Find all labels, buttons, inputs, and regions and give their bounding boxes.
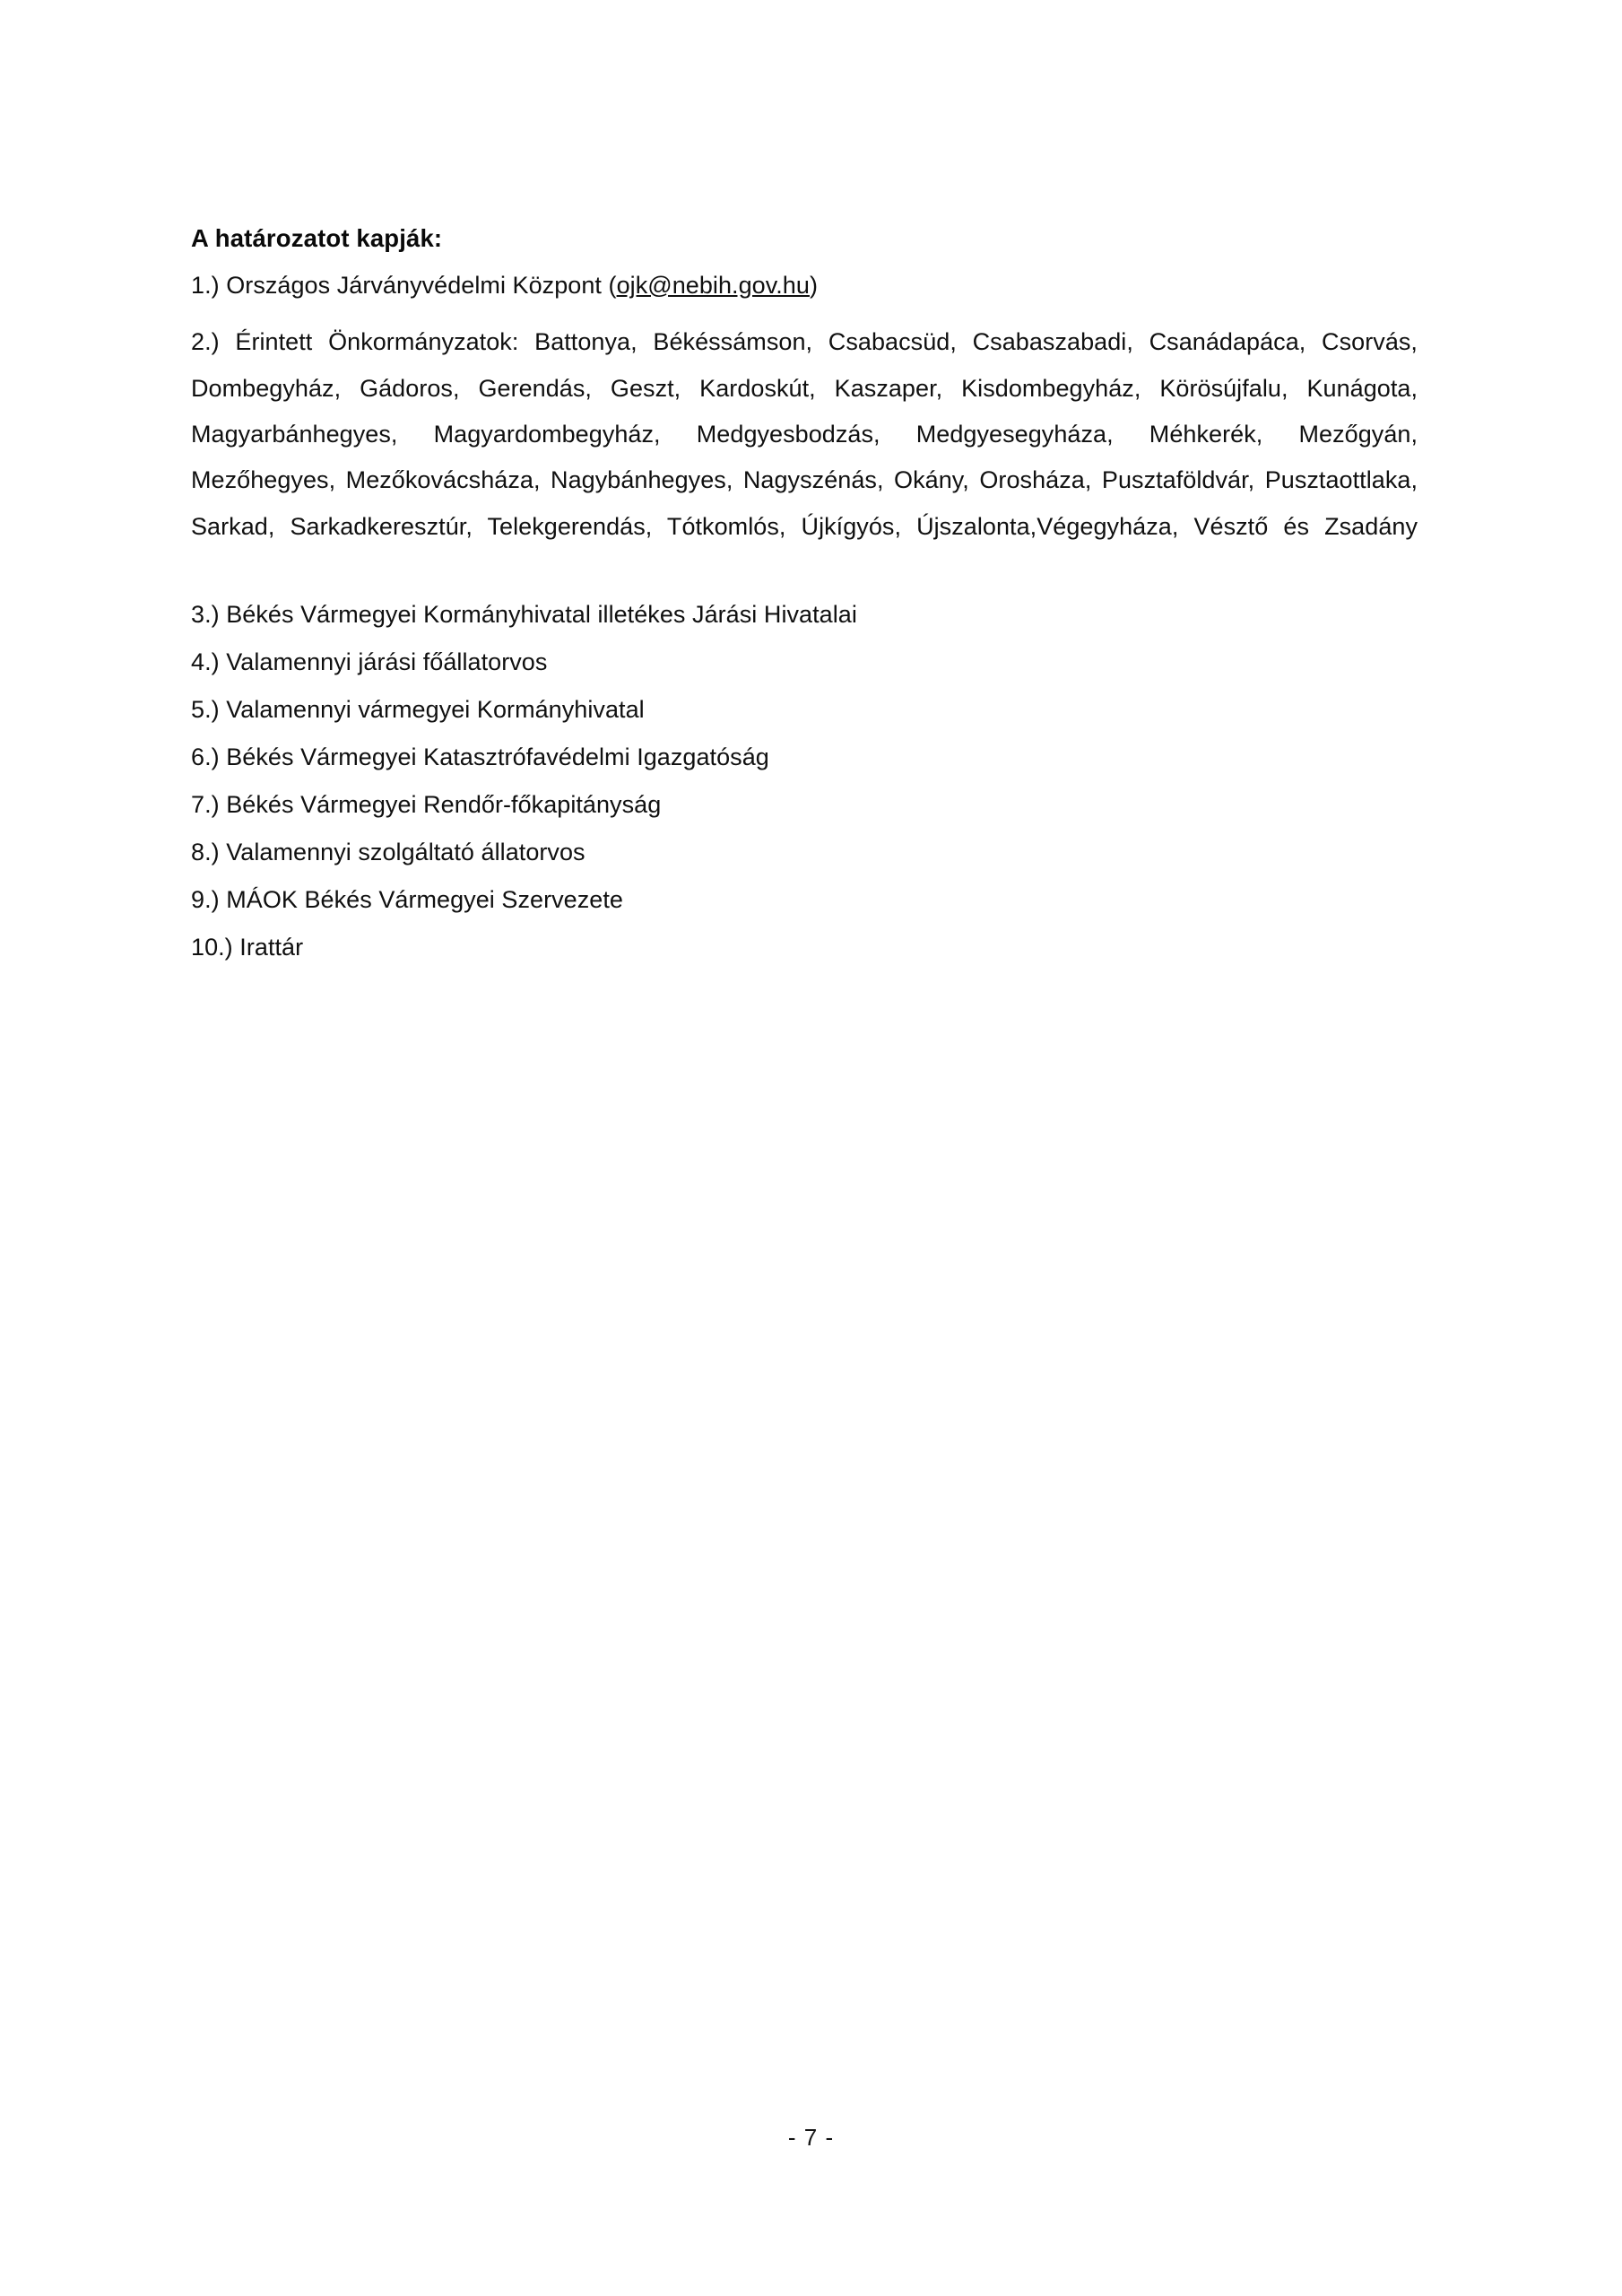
list-item-label: Érintett Önkormányzatok: Battonya, Békéssámson, Csabacsüd, Csabaszabadi, Csanádapáca, Csorvás, Dombegyház, Gádoros, Gerendás, Geszt, Kardoskút, Kaszaper, Kisdombegyház, Körösújfalu, Kunágota, Magyarbánhegyes, Magyardombegyház, Medgyesbodzás, Medgyesegyháza, Méhkerék, Mezőgyán, Mezőhegyes, Mezőkovácsháza, Nagybánhegyes, Nagyszénás, Okány, Orosháza, Pusztaföldvár, Pusztaottlaka, Sarkad, Sarkadkeresztúr, Telekgerendás, Tótkomlós, Újkígyós, Újszalonta,Végegyháza, Vésztő és Zsadány: [191, 328, 1418, 540]
list-item-number: 5.): [191, 696, 220, 724]
list-item: [191, 839, 1418, 866]
list-item-label: Békés Vármegyei Rendőr-főkapitányság: [226, 791, 662, 819]
list-item: [191, 319, 1418, 596]
list-item-label: Valamennyi vármegyei Kormányhivatal: [226, 696, 645, 724]
list-item: [191, 273, 1418, 300]
list-item-number: 9.): [191, 886, 220, 914]
list-item-label: Valamennyi szolgáltató állatorvos: [226, 839, 585, 866]
list-item-number: 6.): [191, 744, 220, 771]
list-item-text-after-link: ): [809, 271, 818, 299]
list-item: [191, 935, 1418, 961]
list-item: [191, 697, 1418, 724]
list-item: [191, 744, 1418, 771]
list-item-number: 1.): [191, 271, 220, 299]
list-item-number: 8.): [191, 839, 220, 866]
list-item-text-before-link: Országos Járványvédelmi Központ (: [226, 271, 617, 299]
page-title: A határozatot kapják:: [191, 224, 443, 252]
list-item: [191, 887, 1418, 914]
list-item-number: 4.): [191, 648, 220, 676]
page-content: [191, 226, 1418, 982]
email-link[interactable]: ojk@nebih.gov.hu: [616, 271, 810, 299]
list-item-number: 10.): [191, 934, 233, 961]
list-item: [191, 792, 1418, 819]
list-item-label: Békés Vármegyei Katasztrófavédelmi Igazgatóság: [226, 744, 769, 771]
list-item-label: Békés Vármegyei Kormányhivatal illetékes Járási Hivatalai: [226, 601, 857, 629]
list-item-label: MÁOK Békés Vármegyei Szervezete: [226, 886, 623, 914]
page-number-footer: - 7 -: [787, 2124, 835, 2151]
list-item: [191, 649, 1418, 676]
list-item-number: 7.): [191, 791, 220, 819]
list-item-label: Valamennyi járási főállatorvos: [226, 648, 548, 676]
list-item-number: 2.): [191, 328, 220, 356]
list-item-number: 3.): [191, 601, 220, 629]
list-item: [191, 602, 1418, 629]
list-item-label: Irattár: [239, 934, 304, 961]
